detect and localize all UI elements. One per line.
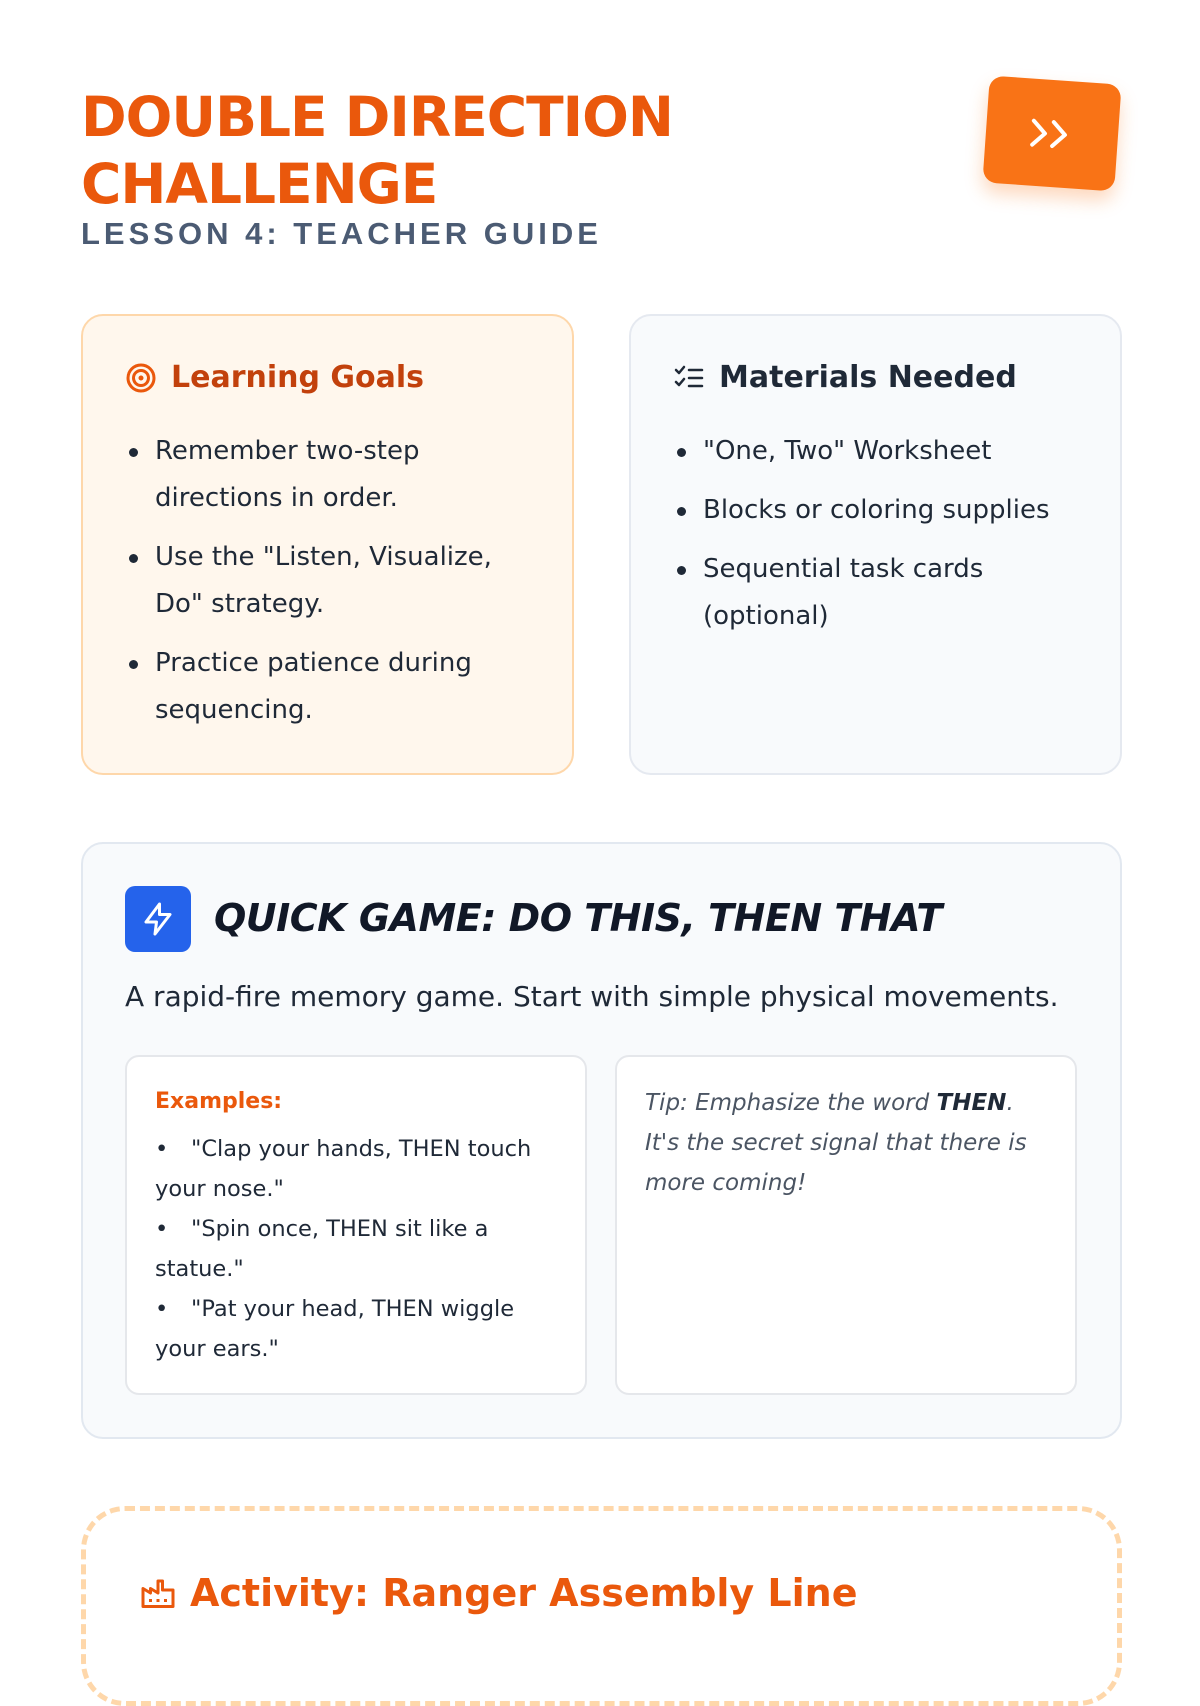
tip-box — [615, 1055, 1077, 1395]
list-item: • "Pat your head, THEN wiggle your ears." — [155, 1289, 565, 1369]
list-item: Blocks or coloring supplies — [673, 487, 1083, 534]
examples-label: Examples: — [155, 1089, 283, 1114]
examples-box — [125, 1055, 587, 1395]
quick-game-card — [81, 842, 1122, 1439]
target-icon — [125, 362, 157, 394]
quick-game-title: QUICK GAME: DO THIS, THEN THAT — [214, 896, 942, 940]
list-item: Sequential task cards (optional) — [673, 546, 1083, 640]
lesson-page — [81, 0, 1121, 1615]
activity-title: Activity: Ranger Assembly Line — [190, 1571, 858, 1615]
checklist-icon — [673, 362, 705, 394]
page-subtitle: LESSON 4: TEACHER GUIDE — [81, 216, 602, 251]
list-item: "One, Two" Worksheet — [673, 428, 1083, 475]
game-icon-badge — [125, 886, 191, 952]
activity-card — [81, 1506, 1122, 1706]
bullet-icon: • — [155, 1296, 169, 1322]
materials-list — [673, 428, 1083, 652]
list-item: • "Spin once, THEN sit like a statue." — [155, 1209, 565, 1289]
tip-text: Tip: Emphasize the word THEN. It's the secret signal that there is more coming! — [645, 1090, 1027, 1196]
page-title: DOUBLE DIRECTION CHALLENGE — [81, 85, 673, 216]
next-button[interactable] — [982, 76, 1121, 192]
list-item: Practice patience during sequencing. — [125, 640, 545, 734]
list-item: • "Clap your hands, THEN touch your nose." — [155, 1129, 565, 1209]
list-item: Use the "Listen, Visualize, Do" strategy. — [125, 534, 545, 628]
bullet-icon: • — [155, 1136, 169, 1162]
materials-title: Materials Needed — [719, 360, 1017, 395]
list-item: Remember two-step directions in order. — [125, 428, 545, 522]
examples-list — [155, 1129, 565, 1369]
factory-icon — [140, 1575, 176, 1611]
bullet-icon: • — [155, 1216, 169, 1242]
learning-goals-title: Learning Goals — [171, 360, 425, 395]
lightning-icon — [140, 901, 176, 937]
quick-game-description: A rapid-fire memory game. Start with simple physical movements. — [125, 980, 1059, 1013]
tip-emphasis: THEN — [936, 1090, 1007, 1116]
learning-goals-list — [125, 428, 545, 746]
materials-card — [629, 314, 1122, 775]
learning-goals-card — [81, 314, 574, 775]
double-chevron-right-icon — [1026, 112, 1079, 155]
